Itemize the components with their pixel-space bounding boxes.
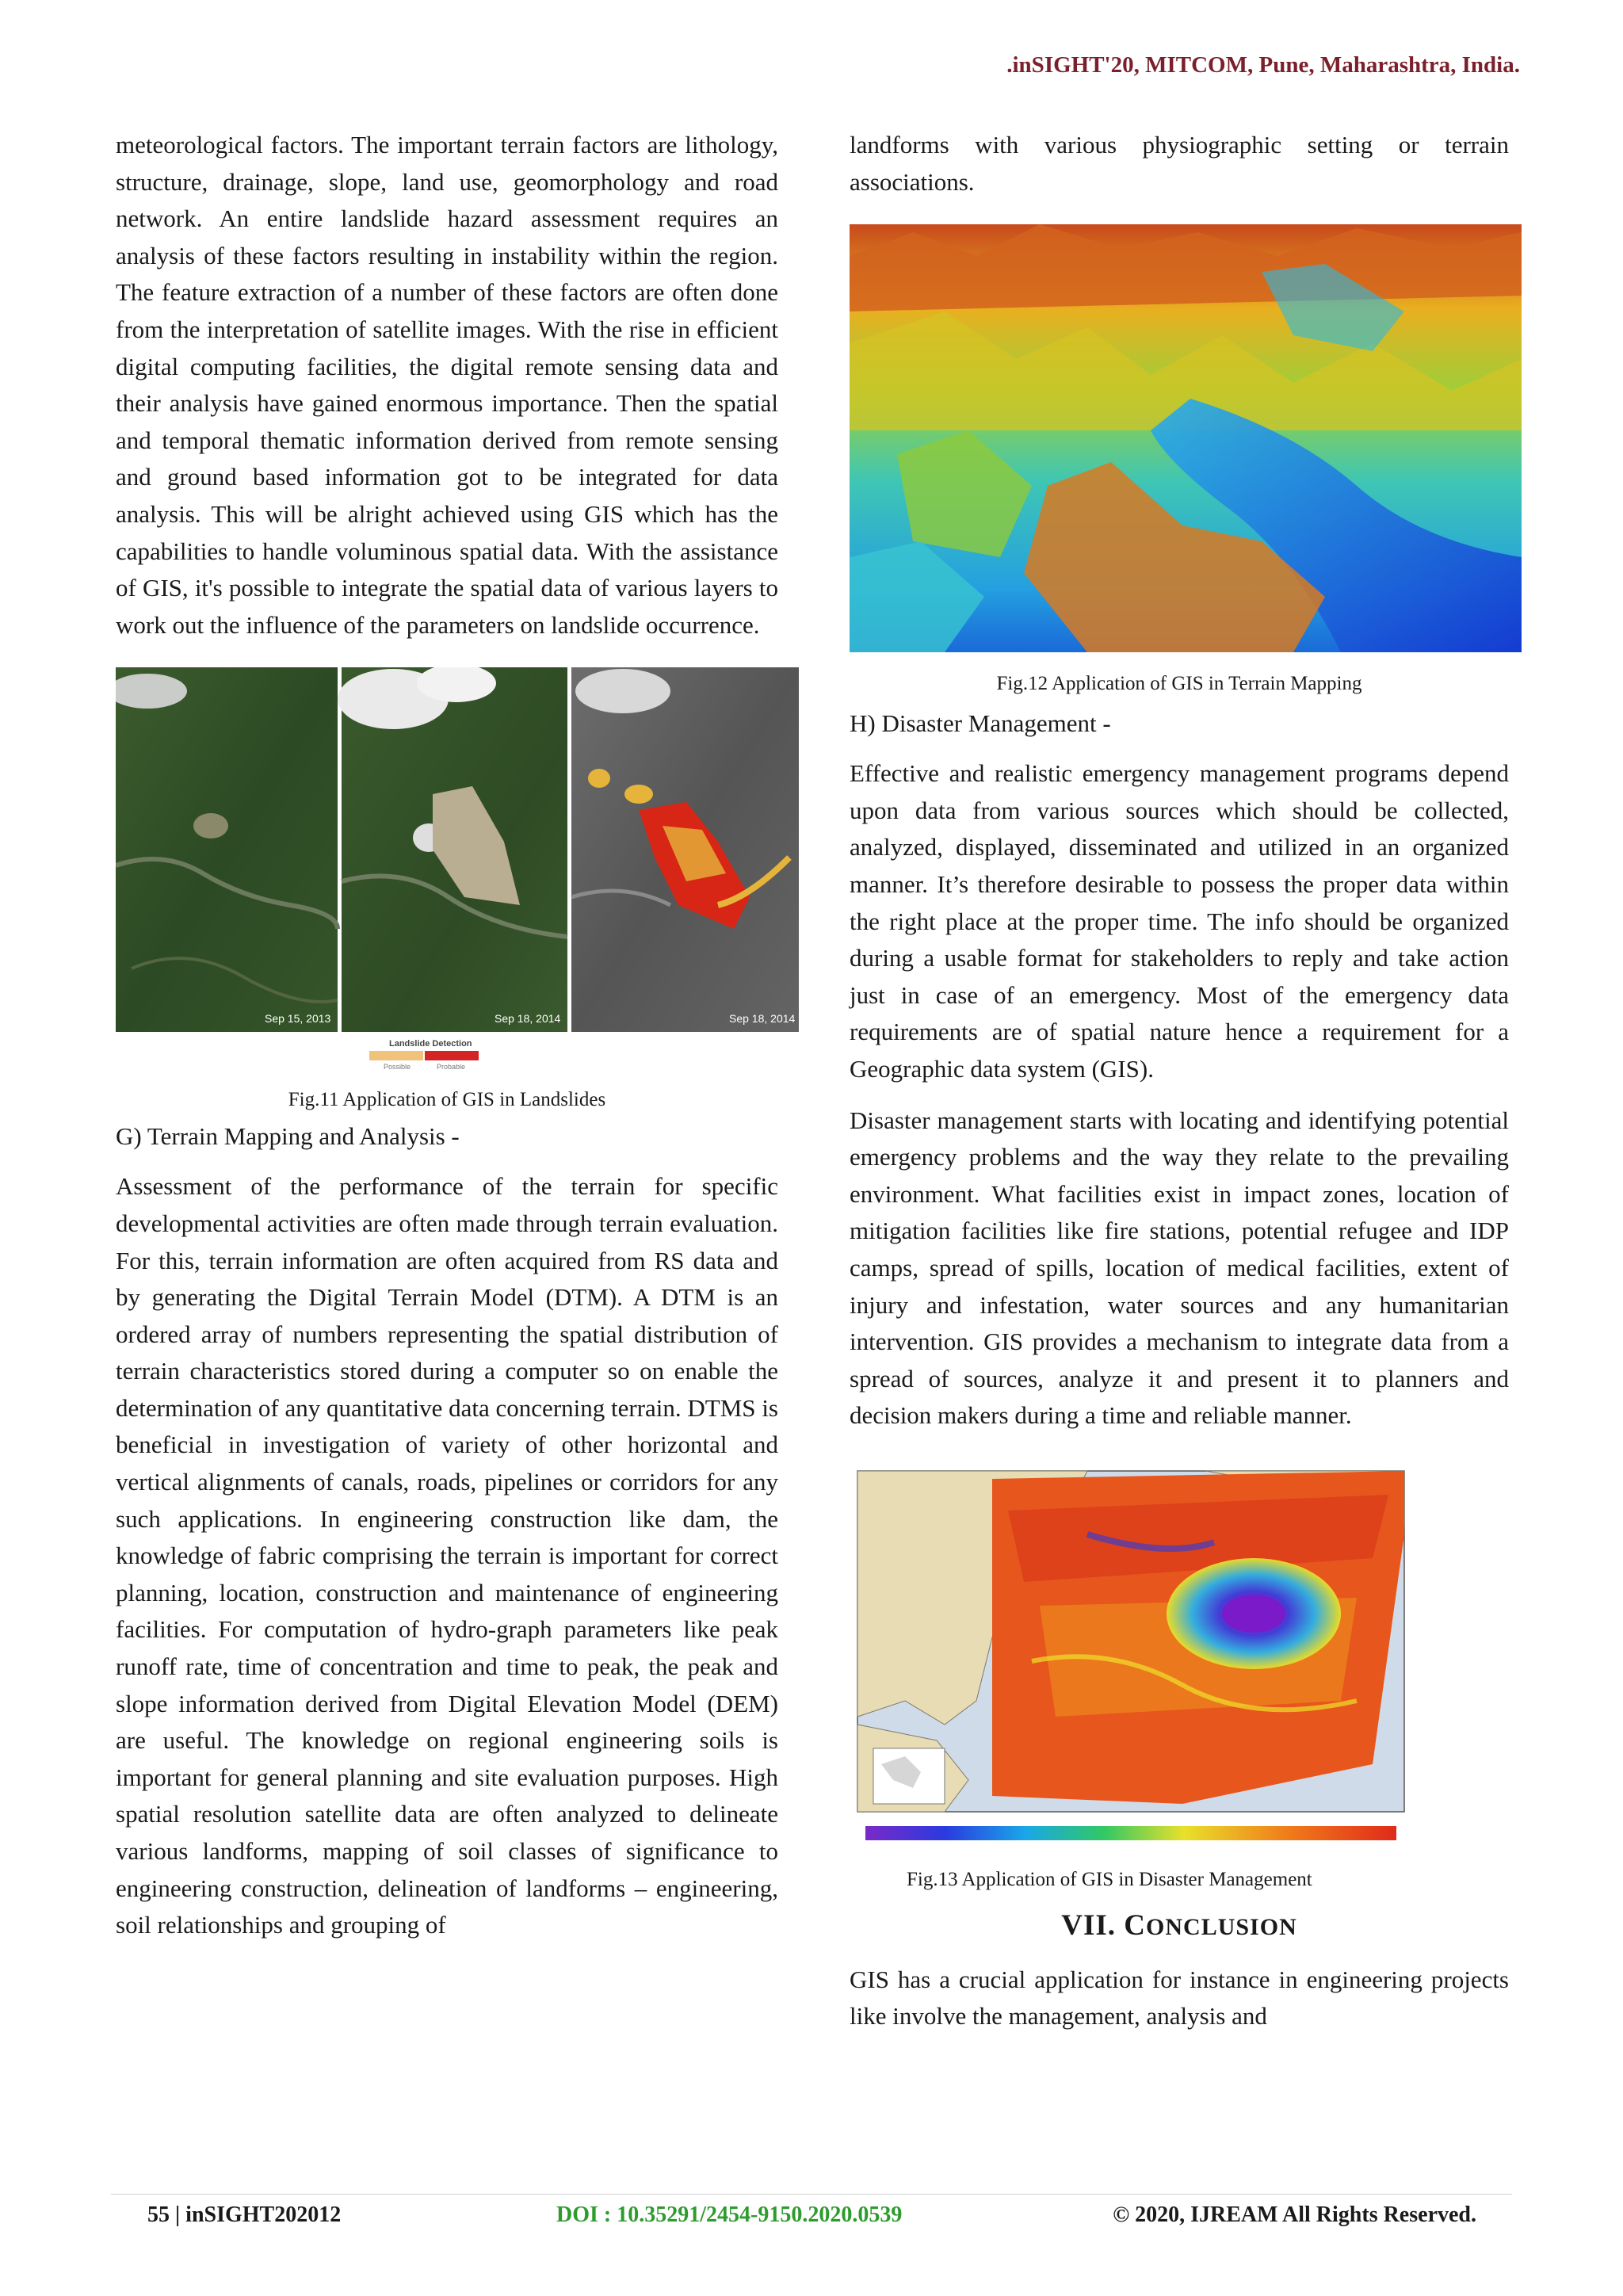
paragraph-disaster-management: Disaster management starts with locating and identifying potential emergency problems and the way they relate to the prevailing environment. What facilities exist in impact zones, location of mitigation facilities like fire stations, potential refugee and IDP camps, spread of spills, location of medical facilities, extent of injury and infestation, water sources and any humanitarian intervention. GIS provides a mechanism to integrate data from a spread of sources, analyze it and present it to planners and decision makers during a time and reliable manner. bbox=[850, 1106, 1509, 1430]
figure-12-terrain bbox=[850, 224, 1522, 652]
legend-possible-swatch bbox=[369, 1051, 423, 1060]
legend-probable-label: Probable bbox=[437, 1063, 466, 1072]
date-label-1: Sep 15, 2013 bbox=[265, 1012, 331, 1026]
footer-divider bbox=[111, 2194, 1512, 2195]
paragraph-emergency-management: Effective and realistic emergency management programs depend upon data from various sources which should be collected, analyzed, displayed, disseminated and utilized in an organized manner. It’s therefore desirable to possess the proper data within the right place at the proper time. The info should be organized during a usable format for stakeholders to reply and take action just in case of an emergency. Most of the emergency data requirements are of spatial nature hence a requirement for a Geographic data system (GIS). bbox=[850, 759, 1509, 1083]
section-vii-initial: C bbox=[1124, 1908, 1147, 1942]
left-column bbox=[116, 127, 796, 1944]
legend-title: Landslide Detection bbox=[389, 1039, 472, 1049]
terrain-elevation-image bbox=[850, 224, 1522, 652]
right-column bbox=[850, 127, 1509, 2035]
footer-page-number: 55 | inSIGHT202012 bbox=[147, 2202, 342, 2227]
panel-before bbox=[116, 667, 338, 1032]
paragraph-landforms: landforms with various physiographic setting or terrain associations. bbox=[850, 131, 1509, 196]
date-label-3: Sep 18, 2014 bbox=[729, 1012, 796, 1026]
footer-copyright: © 2020, IJREAM All Rights Reserved. bbox=[1113, 2202, 1476, 2227]
footer-doi: DOI : 10.35291/2454-9150.2020.0539 bbox=[556, 2202, 903, 2227]
section-g-heading: G) Terrain Mapping and Analysis - bbox=[116, 1122, 460, 1151]
paragraph-terrain-mapping: Assessment of the performance of the terrain for specific developmental activities are often made through terrain evaluation. For this, terrain information are often acquired from RS data and by generating the Digital Terrain Model (DTM). A DTM is an ordered array of numbers representing the spatial distribution of terrain characteristics stored during a computer so on enable the determination of any quantitative data concerning terrain. DTMS is beneficial in investigation of variety of other horizontal and vertical alignments of canals, roads, pipelines or corridors for any such applications. In engineering construction like dam, the knowledge of fabric comprising the terrain is important for correct planning, location, construction and maintenance of engineering facilities. For computation of hydro-graph parameters like peak runoff rate, time of concentration and time to peak, the peak and slope information derived from Digital Elevation Model (DEM) are useful. The knowledge on regional engineering soils is important for general planning and site evaluation purposes. High spatial resolution satellite data are often analyzed to delineate various landforms, mapping of soil classes of significance to engineering construction, delineation of landforms – engineering, soil relationships and grouping of bbox=[116, 1172, 778, 1939]
figure-13-disaster bbox=[850, 1463, 1412, 1859]
running-header: .inSIGHT'20, MITCOM, Pune, Maharashtra, India. bbox=[1006, 52, 1520, 78]
section-h-heading: H) Disaster Management - bbox=[850, 709, 1111, 738]
section-vii-rest: ONCLUSION bbox=[1146, 1913, 1297, 1940]
paragraph-landslide-factors: meteorological factors. The important terrain factors are lithology, structure, drainage, slope, land use, geomorphology and road network. An entire landslide hazard assessment requires an analysis of these factors resulting in instability within the region. The feature extraction of a number of these factors are often done from the interpretation of satellite images. With the rise in efficient digital computing facilities, the digital remote sensing data and their analysis have gained enormous importance. Then the spatial and temporal thematic information derived from remote sensing and ground based information got to be integrated for data analysis. This will be alright achieved using GIS which has the capabilities to handle voluminous spatial data. With the assistance of GIS, it's possible to integrate the spatial data of various layers to work out the influence of the parameters on landslide occurrence. bbox=[116, 131, 778, 639]
figure-11-landslides bbox=[116, 667, 799, 1073]
figure-12-caption: Fig.12 Application of GIS in Terrain Mapping bbox=[996, 673, 1362, 695]
figure-13-caption: Fig.13 Application of GIS in Disaster Management bbox=[907, 1868, 1312, 1890]
legend-probable-swatch bbox=[425, 1051, 479, 1060]
section-vii-heading bbox=[850, 1908, 1509, 1943]
section-vii-number: VII. bbox=[1061, 1908, 1117, 1942]
figure-11-caption: Fig.11 Application of GIS in Landslides bbox=[288, 1089, 606, 1111]
paragraph-conclusion: GIS has a crucial application for instance in engineering projects like involve the management, analysis and bbox=[850, 1965, 1509, 2030]
date-label-2: Sep 18, 2014 bbox=[495, 1012, 561, 1026]
landslide-satellite-image bbox=[116, 667, 799, 1073]
legend-possible-label: Possible bbox=[384, 1063, 411, 1072]
hurricane-temperature-map bbox=[850, 1463, 1412, 1859]
temperature-color-scale bbox=[865, 1826, 1396, 1840]
